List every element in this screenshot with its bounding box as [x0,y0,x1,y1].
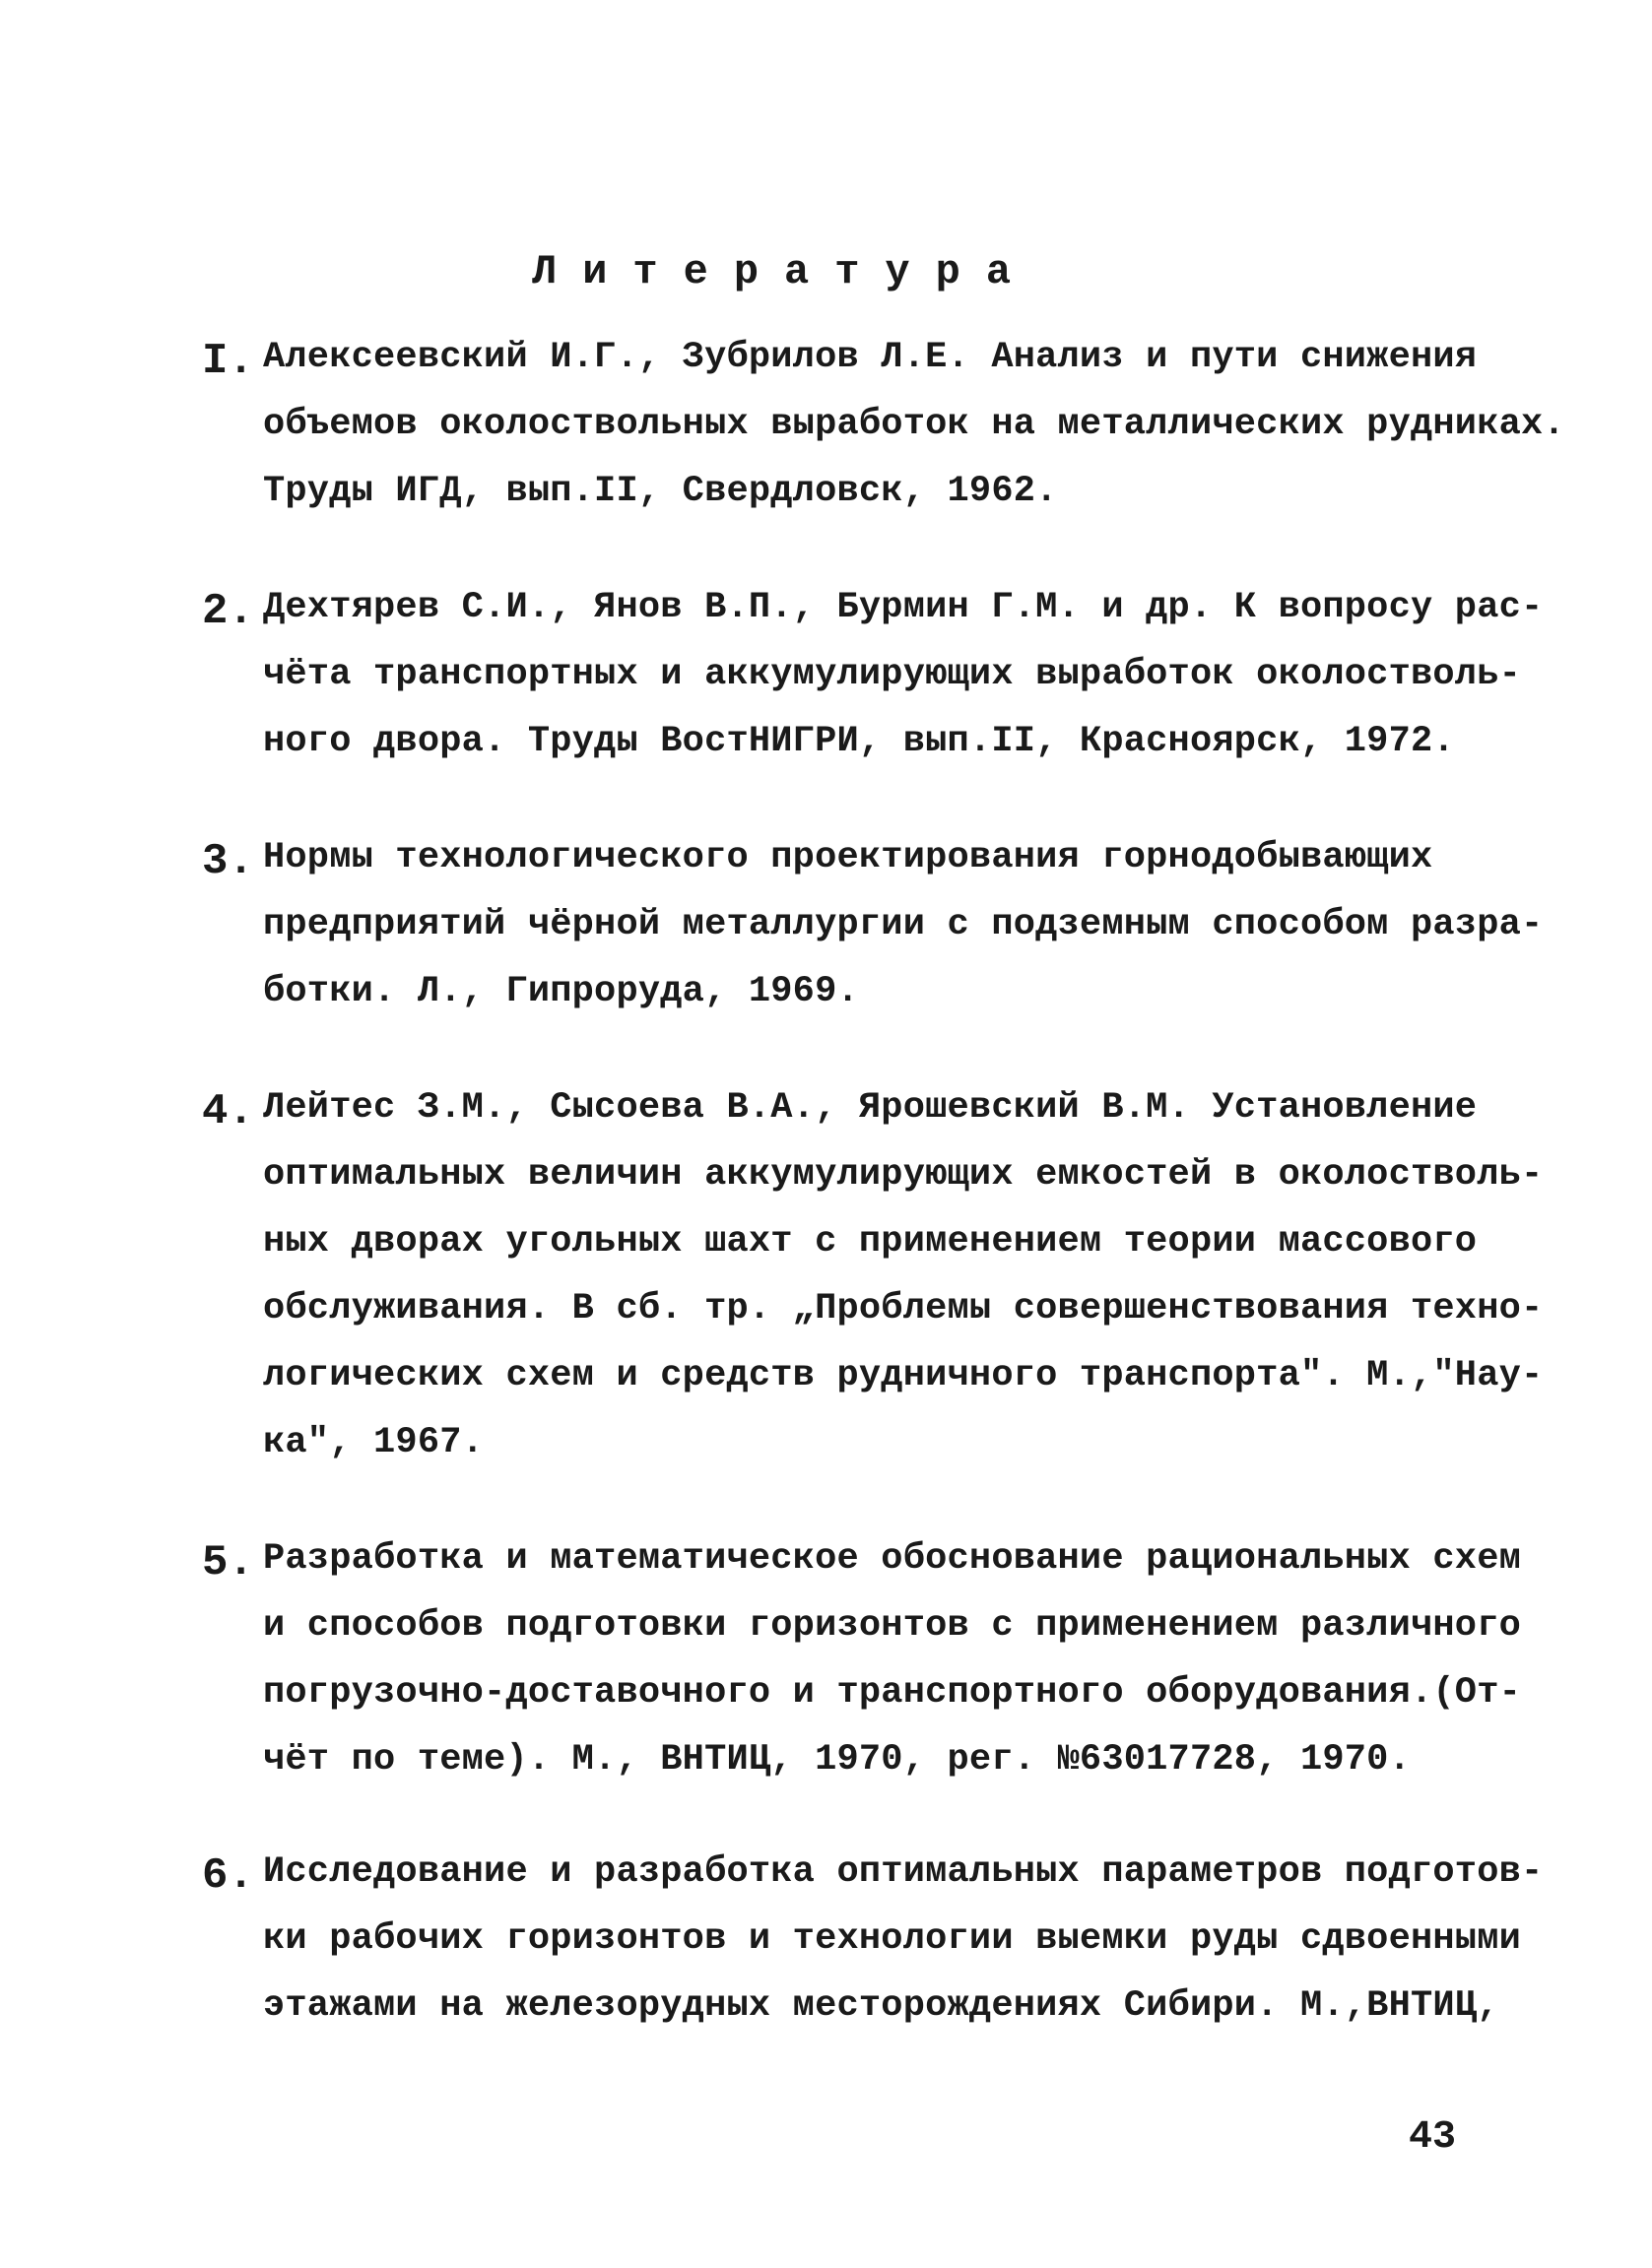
reference-line: объемов околоствольных выработок на металлических рудниках. [263,404,1565,445]
reference-line: чёт по теме). М., ВНТИЦ, 1970, рег. №63017728, 1970. [263,1739,1411,1781]
reference-line: ных дворах угольных шахт с применением теории массового [263,1221,1478,1263]
reference-number: 4. [202,1087,254,1136]
reference-line: обслуживания. В сб. тр. „Проблемы совершенствования техно- [263,1288,1544,1329]
reference-number: I. [202,337,254,386]
reference-line: Разработка и математическое обоснование рациональных схем [263,1538,1522,1580]
reference-line: оптимальных величин аккумулирующих емкостей в околостволь- [263,1154,1544,1196]
reference-line: Исследование и разработка оптимальных параметров подготов- [263,1851,1544,1893]
reference-line: этажами на железорудных месторождениях Сибири. М.,ВНТИЦ, [263,1985,1499,2027]
reference-line: ки рабочих горизонтов и технологии выемки руды сдвоенными [263,1918,1522,1960]
reference-line: чёта транспортных и аккумулирующих выработок околостволь- [263,654,1522,695]
reference-line: и способов подготовки горизонтов с применением различного [263,1605,1522,1647]
reference-number: 6. [202,1851,254,1901]
page-title: Литература [532,248,1037,295]
reference-line: Труды ИГД, вып.II, Свердловск, 1962. [263,471,1058,512]
reference-number: 3. [202,837,254,886]
reference-line: ка", 1967. [263,1422,485,1463]
reference-line: предприятий чёрной металлургии с подземным способом разра- [263,904,1544,945]
reference-line: погрузочно-доставочного и транспортного оборудования.(От- [263,1672,1522,1714]
reference-line: Дехтярев С.И., Янов В.П., Бурмин Г.М. и др. К вопросу рас- [263,587,1544,628]
reference-line: Лейтес З.М., Сысоева В.А., Ярошевский В.М. Установление [263,1087,1478,1129]
reference-line: ного двора. Труды ВостНИГРИ, вып.II, Красноярск, 1972. [263,721,1455,762]
reference-number: 2. [202,587,254,636]
reference-line: логических схем и средств рудничного транспорта". М.,"Нау- [263,1355,1544,1396]
reference-line: ботки. Л., Гипроруда, 1969. [263,971,859,1012]
reference-line: Алексеевский И.Г., Зубрилов Л.Е. Анализ и пути снижения [263,337,1478,378]
reference-number: 5. [202,1538,254,1588]
page-number: 43 [1409,2115,1457,2160]
reference-line: Нормы технологического проектирования горнодобывающих [263,837,1433,878]
